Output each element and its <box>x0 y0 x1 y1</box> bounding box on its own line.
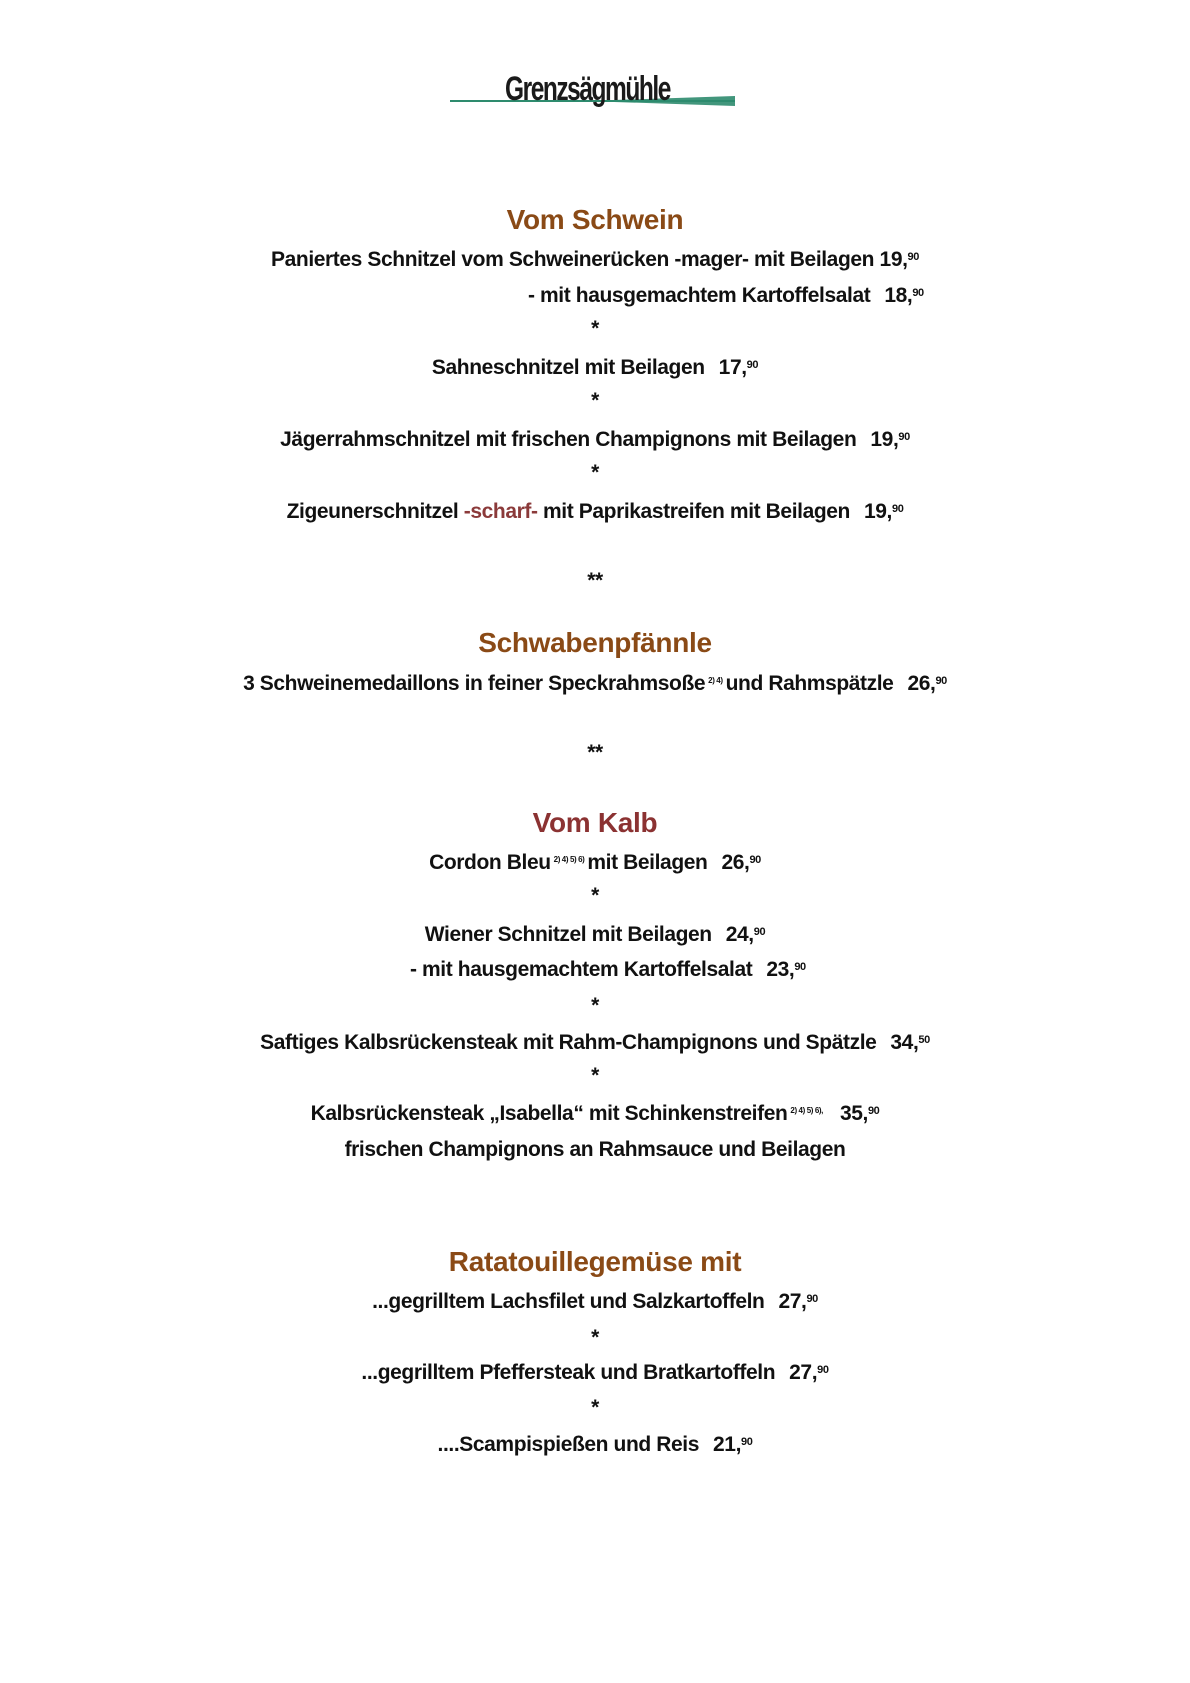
item-cents: 90 <box>817 1364 829 1376</box>
menu-item-description: frischen Champignons an Rahmsauce und Beilagen <box>344 1138 846 1161</box>
separator: * <box>591 1326 599 1349</box>
item-text: Sahneschnitzel mit Beilagen <box>431 356 705 379</box>
item-text: und Rahmspätzle <box>725 672 894 695</box>
item-price: 23, <box>766 958 795 981</box>
item-price: 21, <box>713 1433 742 1456</box>
item-text: mit Paprikastreifen mit Beilagen <box>543 500 850 523</box>
menu-item <box>0 850 1190 876</box>
item-text: Kalbsrückensteak „Isabella“ mit Schinkenstreifen <box>310 1102 788 1125</box>
item-text: 3 Schweinemedaillons in feiner Speckrahmsoße <box>243 672 706 695</box>
item-text: ...gegrilltem Pfeffersteak und Bratkartoffeln <box>361 1361 776 1384</box>
separator: * <box>591 994 599 1017</box>
separator: * <box>591 1064 599 1087</box>
item-price: 35, <box>839 1102 868 1125</box>
section-title-ratatouille: Ratatouillegemüse mit <box>448 1246 742 1277</box>
menu-item <box>410 957 806 983</box>
item-cents: 90 <box>935 675 947 687</box>
section-title-schwabenpfaennle: Schwabenpfännle <box>478 627 712 658</box>
item-cents: 90 <box>741 1436 753 1448</box>
item-text: Paniertes Schnitzel vom Schweinerücken -mager- mit Beilagen <box>271 248 875 271</box>
separator: * <box>591 461 599 484</box>
item-cents: 90 <box>794 961 806 973</box>
menu-item <box>0 922 1190 948</box>
item-text: mit Beilagen <box>587 851 708 874</box>
restaurant-logo <box>445 66 735 130</box>
item-price: 34, <box>890 1031 919 1054</box>
item-text: Wiener Schnitzel mit Beilagen <box>424 923 712 946</box>
menu-item <box>0 1360 1190 1386</box>
item-cents: 90 <box>753 926 766 938</box>
section-title-vom-schwein: Vom Schwein <box>506 204 684 235</box>
menu-item <box>0 499 1190 525</box>
item-cents: 90 <box>806 1293 818 1305</box>
menu-item <box>528 283 924 309</box>
logo-wordmark: Grenzsägmühle <box>505 70 670 108</box>
item-price: 19, <box>863 500 892 523</box>
item-cents: 50 <box>918 1034 930 1046</box>
separator: * <box>591 317 599 340</box>
item-price: 17, <box>718 356 747 379</box>
separator: ** <box>587 569 603 592</box>
item-price: 19, <box>870 428 899 451</box>
item-cents: 90 <box>891 503 904 515</box>
item-price: 27, <box>778 1290 807 1313</box>
item-cents: 90 <box>746 359 759 371</box>
spicy-label: -scharf- <box>463 500 538 523</box>
item-price: 26, <box>721 851 750 874</box>
menu-item <box>0 1432 1190 1458</box>
allergen-codes: 2) 4) 5) 6), <box>790 1106 823 1116</box>
allergen-codes: 2) 4) 5) 6) <box>553 855 585 865</box>
item-text: ...gegrilltem Lachsfilet und Salzkartoffeln <box>372 1290 765 1313</box>
menu-item <box>0 355 1190 381</box>
item-price: 24, <box>725 923 754 946</box>
separator: * <box>591 884 599 907</box>
item-text: Jägerrahmschnitzel mit frischen Champignons mit Beilagen <box>280 428 857 451</box>
item-cents: 90 <box>907 251 919 263</box>
menu-item <box>0 1030 1190 1056</box>
item-cents: 90 <box>898 431 910 443</box>
menu-item <box>0 671 1190 697</box>
separator: ** <box>587 741 603 764</box>
item-text: - mit hausgemachtem Kartoffelsalat <box>410 958 753 981</box>
item-cents: 90 <box>749 854 761 866</box>
item-price: 18, <box>884 284 913 307</box>
item-text: Cordon Bleu <box>429 851 551 874</box>
item-text: - mit hausgemachtem Kartoffelsalat <box>528 284 871 307</box>
item-price: 27, <box>789 1361 818 1384</box>
item-cents: 90 <box>912 287 924 299</box>
menu-item <box>0 427 1190 453</box>
item-text: Saftiges Kalbsrückensteak mit Rahm-Champignons und Spätzle <box>260 1031 877 1054</box>
item-text: Zigeunerschnitzel <box>286 500 459 523</box>
item-cents: 90 <box>867 1105 880 1117</box>
item-price: 19, <box>879 248 908 271</box>
allergen-codes: 2) 4) <box>708 676 723 686</box>
menu-item <box>0 1101 1190 1127</box>
item-text: ....Scampispießen und Reis <box>437 1433 700 1456</box>
section-title-vom-kalb: Vom Kalb <box>532 807 658 838</box>
menu-item <box>0 1289 1190 1315</box>
separator: * <box>591 389 599 412</box>
menu-item <box>0 247 1190 273</box>
item-price: 26, <box>907 672 936 695</box>
separator: * <box>591 1396 599 1419</box>
